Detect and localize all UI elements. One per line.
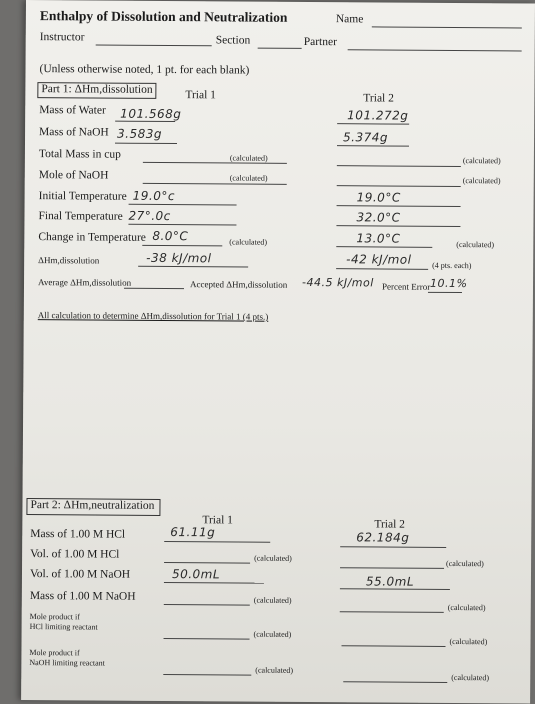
t1-line-6 [142, 245, 222, 247]
t2-line-3 [337, 185, 461, 187]
p2-t1-line-3 [164, 604, 250, 606]
p2-label-mole-hcl-2: HCl limiting reactant [29, 622, 98, 632]
t2-change-calc: (calculated) [456, 240, 495, 250]
t1-mole-naoh: (calculated) [229, 173, 268, 183]
percent-error-label: Percent Error [381, 281, 431, 292]
p2-t2-mole-naoh: (calculated) [451, 672, 490, 683]
p2-t2-line-0 [340, 546, 446, 548]
p2-t1-line-4 [164, 638, 250, 640]
t2-final-temp: 32.0°C [356, 210, 401, 225]
t2-line-4 [337, 205, 461, 207]
t2-mass-naoh: 5.374g [343, 130, 389, 145]
t1-mass-naoh: 3.583g [117, 126, 163, 141]
row-label-dh-dissolution: ΔHm,dissolution [38, 255, 100, 266]
row-label-mass-naoh: Mass of NaOH [39, 126, 109, 139]
t1-mass-water: 101.568g [120, 106, 182, 122]
section-line [258, 48, 302, 49]
calc-instruction: All calculation to determine ΔHm,dissolution for Trial 1 (4 pts.) [37, 310, 269, 322]
t1-change-calc: (calculated) [229, 237, 268, 247]
p2-t2-vol-naoh: 55.0mL [365, 574, 415, 589]
t2-line-7 [336, 268, 428, 270]
t2-initial-temp: 19.0°C [356, 190, 401, 205]
p2-label-mass-hcl: Mass of 1.00 M HCl [30, 528, 126, 541]
p2-label-mole-naoh-1: Mole product if [29, 648, 80, 658]
p2-t2-mole-hcl: (calculated) [449, 636, 488, 647]
row-label-total-mass: Total Mass in cup [38, 148, 121, 161]
part2-trial1-header: Trial 1 [202, 514, 233, 527]
t1-initial-temp: 19.0°c [132, 188, 176, 204]
part2-title: Part 2: ΔHm,neutralization [30, 499, 155, 512]
t1-line-1 [115, 143, 177, 144]
instructor-label: Instructor [39, 31, 85, 44]
name-line [372, 26, 522, 28]
p2-label-mole-naoh-2: NaOH limiting reactant [29, 658, 105, 668]
t2-line-0 [337, 123, 409, 125]
p2-t1-line-5 [163, 674, 251, 676]
worksheet-title: Enthalpy of Dissolution and Neutralization [39, 8, 288, 25]
t1-line-0 [115, 121, 175, 122]
p2-t2-mass-naoh: (calculated) [447, 602, 486, 613]
t2-line-5 [336, 225, 460, 227]
part1-title: Part 1: ΔHm,dissolution [41, 83, 153, 96]
t1-line-7 [138, 266, 248, 268]
t2-line-6 [336, 246, 432, 248]
t2-total-mass: (calculated) [462, 156, 501, 166]
p2-t2-vol-hcl: (calculated) [446, 558, 484, 569]
t2-line-1 [337, 145, 409, 147]
p2-t1-mole-hcl: (calculated) [253, 629, 292, 639]
t2-line-2 [337, 165, 461, 167]
p2-t1-line-2 [164, 582, 264, 584]
p2-t1-line-1 [164, 562, 250, 564]
partner-label: Partner [303, 35, 337, 49]
p2-t1-vol-hcl: (calculated) [254, 553, 292, 563]
row-label-mass-water: Mass of Water [39, 104, 106, 117]
t1-line-4 [129, 204, 237, 206]
t2-change-temp: 13.0°C [356, 231, 401, 246]
t1-total-mass: (calculated) [229, 153, 268, 163]
p2-t2-line-2 [340, 588, 450, 590]
part2-trial2-header: Trial 2 [374, 518, 405, 531]
part1-trial1-header: Trial 1 [185, 89, 216, 102]
points-note: (Unless otherwise noted, 1 pt. for each blank) [39, 63, 250, 77]
t2-dh-dissolution: -42 kJ/mol [346, 252, 412, 267]
p2-t1-mass-hcl: 61.11g [170, 525, 216, 540]
row-label-change-temp: Change in Temperature [38, 231, 146, 244]
t1-line-3 [143, 183, 287, 185]
partner-line [348, 49, 522, 51]
p2-t1-mass-naoh: (calculated) [253, 595, 292, 605]
p2-t2-line-3 [340, 611, 444, 613]
t2-mole-naoh: (calculated) [462, 176, 501, 186]
row-label-final-temp: Final Temperature [38, 210, 123, 223]
instructor-line [96, 44, 212, 46]
accepted-label: Accepted ΔHm,dissolution [189, 279, 288, 290]
average-label: Average ΔHm,dissolution [37, 277, 132, 288]
average-line [124, 288, 184, 289]
row-label-initial-temp: Initial Temperature [38, 190, 127, 203]
p2-label-vol-naoh: Vol. of 1.00 M NaOH [29, 568, 131, 581]
p2-t2-line-1 [340, 567, 444, 569]
p2-t2-line-5 [343, 681, 447, 683]
t1-line-2 [143, 162, 287, 164]
p2-t1-mole-naoh: (calculated) [255, 665, 294, 675]
t1-final-temp: 27°.0c [128, 208, 171, 224]
p2-label-vol-hcl: Vol. of 1.00 M HCl [30, 548, 120, 561]
section-label: Section [215, 34, 251, 47]
p2-t2-line-4 [341, 645, 445, 647]
row-label-mole-naoh: Mole of NaOH [38, 169, 109, 182]
pts-each-note: (4 pts. each) [432, 260, 472, 271]
p2-t1-line-0 [164, 541, 270, 543]
t1-change-temp: 8.0°C [152, 228, 189, 244]
calculation-work-area[interactable] [37, 325, 518, 493]
t1-dh-dissolution: -38 kJ/mol [146, 250, 212, 266]
p2-t1-vol-naoh: 50.0mL [171, 567, 221, 582]
t2-mass-water: 101.272g [347, 108, 409, 123]
name-label: Name [335, 13, 364, 26]
p2-t2-mass-hcl: 62.184g [356, 530, 410, 545]
accepted-value: -44.5 kJ/mol [301, 275, 374, 290]
percent-error-value: 10.1% [429, 276, 468, 291]
p2-label-mole-hcl-1: Mole product if [29, 612, 80, 622]
percent-error-line [428, 292, 462, 293]
p2-label-mass-naoh: Mass of 1.00 M NaOH [29, 590, 136, 603]
worksheet-page [21, 0, 535, 704]
t1-line-5 [128, 224, 236, 226]
part1-trial2-header: Trial 2 [363, 92, 394, 105]
